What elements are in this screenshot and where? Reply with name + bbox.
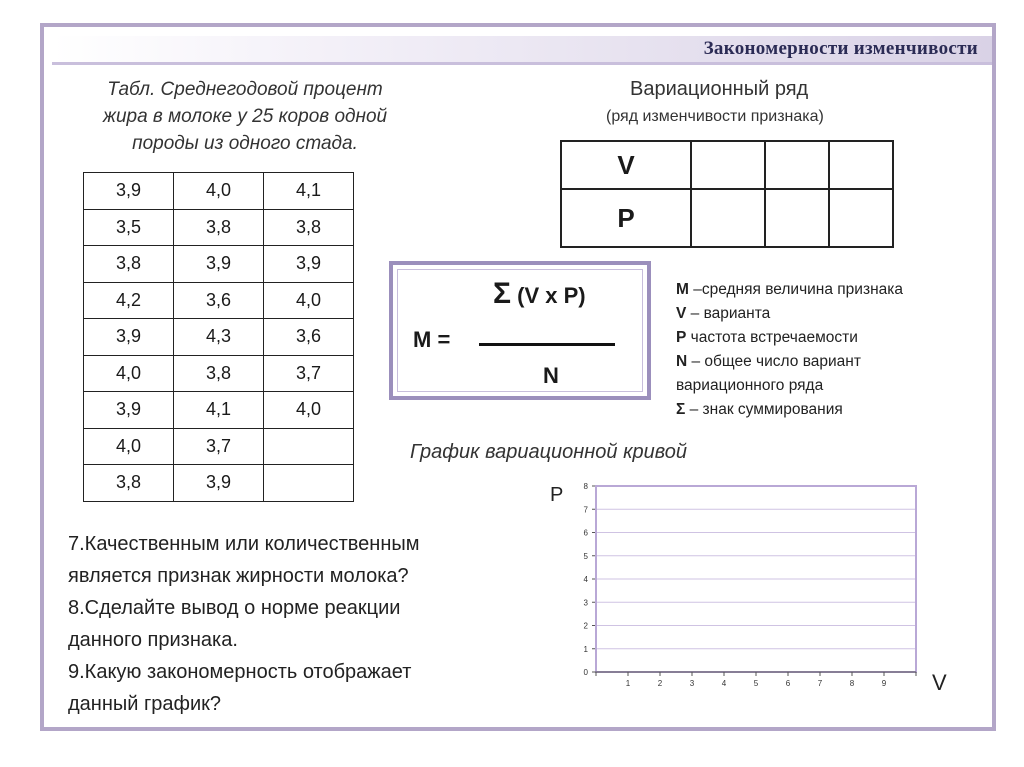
table-cell: 3,9 [174, 246, 264, 283]
table-cell: 4,1 [174, 392, 264, 429]
y-tick-label: 0 [583, 668, 588, 677]
vr-label-v: V [561, 141, 691, 189]
table-row [84, 173, 354, 210]
question-line: данного признака. [68, 629, 238, 651]
chart-title: График вариационной кривой [410, 441, 688, 463]
x-tick-label: 8 [849, 679, 855, 688]
x-tick-label: 3 [689, 679, 695, 688]
y-tick-label: 5 [583, 551, 588, 561]
questions-block [68, 528, 538, 720]
y-tick-label: 3 [583, 598, 588, 608]
variation-series-title: Вариационный ряд [630, 78, 809, 100]
x-tick-label: 5 [753, 679, 759, 688]
variation-series-table [560, 140, 894, 248]
table-row [84, 246, 354, 283]
table-cell: 3,7 [264, 355, 354, 392]
y-tick-label: 2 [583, 621, 588, 631]
x-tick-label: 4 [721, 679, 727, 688]
page-title: Закономерности изменчивости [703, 38, 978, 59]
table-row [84, 282, 354, 319]
legend-item: V – варианта [676, 305, 771, 322]
question-line: является признак жирности молока? [68, 565, 409, 587]
vr-empty-cell [691, 189, 765, 247]
table-cell: 4,0 [84, 428, 174, 465]
variation-curve-chart [566, 480, 926, 695]
formula-numerator [493, 277, 586, 311]
vr-empty-cell [691, 141, 765, 189]
legend-item: N – общее число вариант [676, 353, 861, 370]
title-underline [52, 62, 992, 65]
fraction-line [479, 343, 615, 346]
table-row [84, 465, 354, 502]
caption-line: жира в молоке у 25 коров одной [102, 106, 388, 127]
question-line: 8.Сделайте вывод о норме реакции [68, 597, 401, 619]
table-caption [60, 76, 430, 157]
y-tick-label: 8 [583, 482, 588, 491]
table-cell: 3,5 [84, 209, 174, 246]
y-tick-label: 7 [583, 505, 588, 515]
table-cell: 3,6 [264, 319, 354, 356]
table-cell: 3,9 [84, 319, 174, 356]
table-cell: 3,7 [174, 428, 264, 465]
table-row [84, 319, 354, 356]
y-axis-label: P [550, 484, 564, 506]
table-cell: 3,8 [84, 246, 174, 283]
mean-formula-box [389, 261, 651, 400]
y-tick-label: 4 [583, 575, 588, 584]
formula-lhs: M = [413, 327, 451, 352]
table-cell: 3,8 [84, 465, 174, 502]
table-cell: 4,1 [264, 173, 354, 210]
vr-empty-cell [765, 141, 829, 189]
vr-empty-cell [829, 141, 893, 189]
table-cell: 4,0 [264, 282, 354, 319]
table-cell: 4,2 [84, 282, 174, 319]
table-cell: 3,8 [174, 209, 264, 246]
question-line: 7.Качественным или количественным [68, 533, 420, 555]
table-row [84, 428, 354, 465]
table-cell [264, 428, 354, 465]
variation-series-subtitle: (ряд изменчивости признака) [606, 108, 824, 125]
formula-legend [676, 278, 903, 422]
table-cell: 3,6 [174, 282, 264, 319]
table-row [84, 209, 354, 246]
numerator-text: (V x P) [511, 283, 586, 308]
table-cell: 4,0 [174, 173, 264, 210]
x-tick-label: 9 [881, 679, 887, 688]
table-cell: 3,9 [84, 173, 174, 210]
table-cell: 3,9 [84, 392, 174, 429]
table-cell: 3,8 [174, 355, 264, 392]
vr-label-p: P [561, 189, 691, 247]
legend-item: Р частота встречаемости [676, 329, 858, 346]
legend-item: вариационного ряда [676, 377, 824, 394]
table-cell: 4,3 [174, 319, 264, 356]
caption-line: Табл. Среднегодовой процент [107, 79, 383, 100]
x-axis-label: V [932, 670, 947, 695]
x-tick-label: 7 [817, 679, 823, 688]
legend-item: Σ – знак суммирования [676, 401, 843, 418]
x-tick-label: 2 [657, 679, 663, 688]
fat-percentage-table [83, 172, 354, 502]
question-line: 9.Какую закономерность отображает [68, 661, 412, 683]
y-tick-label: 1 [583, 644, 588, 654]
question-line: данный график? [68, 693, 222, 715]
table-cell: 4,0 [84, 355, 174, 392]
table-row [84, 392, 354, 429]
sigma-symbol: Σ [493, 277, 512, 310]
vr-empty-cell [829, 189, 893, 247]
legend-item: М –средняя величина признака [676, 281, 903, 298]
formula-denominator: N [543, 363, 559, 388]
vr-empty-cell [765, 189, 829, 247]
table-row [84, 355, 354, 392]
x-tick-label: 1 [625, 679, 631, 688]
table-cell: 3,9 [174, 465, 264, 502]
table-cell: 4,0 [264, 392, 354, 429]
table-cell [264, 465, 354, 502]
x-tick-label: 6 [785, 679, 791, 688]
table-cell: 3,8 [264, 209, 354, 246]
y-tick-label: 6 [583, 528, 588, 538]
table-cell: 3,9 [264, 246, 354, 283]
caption-line: породы из одного стада. [132, 133, 358, 154]
